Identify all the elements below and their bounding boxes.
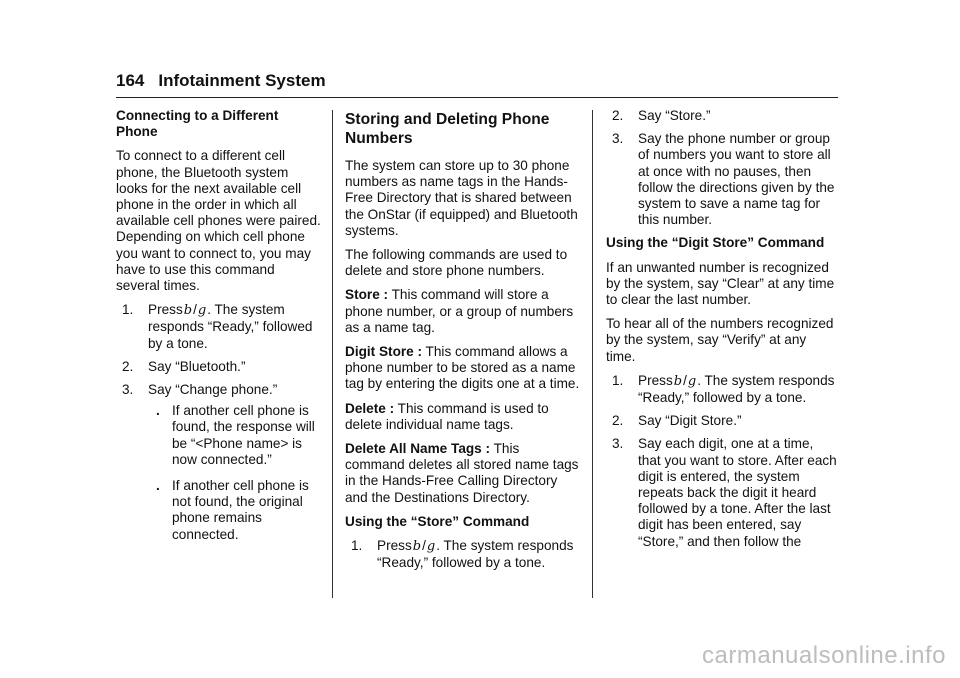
bullet-text: If another cell phone is found, the response will be “<Phone name> is now connected.” [172,403,315,467]
page-number: 164 [116,71,145,90]
list-item [345,538,580,571]
step-number: 1. [122,302,134,318]
step-number: 3. [612,436,624,452]
list-item [116,382,321,543]
section-title: Storing and Deleting Phone Numbers [345,111,550,147]
paragraph-verify: To hear all of the numbers recognized by the system, say “Verify” at any time. [606,316,834,364]
step-number: 2. [612,413,624,429]
step-text: . The system responds “Ready,” followed by a tone. [377,538,574,571]
step-text: Say “Store.” [638,108,711,123]
header-rule [116,97,838,98]
bullet-list [148,403,321,543]
list-item: . If another cell phone is not found, the original phone remains connected. [156,478,309,542]
step-text: . The system responds “Ready,” followed by a tone. [638,372,835,406]
talk-icon: b [412,539,422,555]
phone-icon: g [197,303,207,319]
step-number: 2. [612,108,624,123]
page-title: Infotainment System [158,71,326,90]
subheading-different-phone: Connecting to a Different Phone [116,108,279,140]
list-item [606,373,838,406]
icon-separator: / [422,538,426,554]
term-desc: This command will store a phone number, or a group of numbers as a name tag. [345,287,574,335]
column-divider-2 [592,110,593,598]
icon-separator: / [193,302,197,318]
step-text: Press [377,538,412,554]
step-text: . The system responds “Ready,” followed by a tone. [148,302,313,351]
steps-list [116,302,321,543]
paragraph-clear: If an unwanted number is recognized by the system, say “Clear” at any time to clear the last number. [606,259,835,308]
phone-icon: g [687,373,697,389]
step-text: Say “Digit Store.” [638,413,742,429]
column-2 [345,108,580,578]
icon-separator: / [683,372,687,388]
intro-paragraph: The system can store up to 30 phone numbers as name tags in the Hands-Free Directory that is shared between the OnStar (if equipped) and Bluetooth systems. [345,158,578,238]
talk-icon: b [673,373,683,389]
term-store [345,287,580,336]
list-item [606,436,838,549]
step-text: Say “Change phone.” [148,382,278,398]
step-number: 1. [612,372,624,388]
step-text: Press [638,372,673,388]
term-digit-store [345,344,580,393]
list-item [606,108,838,124]
step-number: 3. [612,131,624,147]
step-text: Say each digit, one at a time, that you want to store. After each digit is entered, the system repeats back the digit it heard followed by a tone. After the last digit has been entered, say “Store,” and then follow the [638,436,837,549]
steps-list [606,373,838,550]
phone-icon: g [426,539,436,555]
step-number: 1. [351,538,363,554]
list-item [116,359,321,375]
column-divider-1 [332,110,333,598]
term-label: Digit Store : [345,344,423,360]
page-header [116,70,838,92]
step-text: Say the phone number or group of numbers you want to store all at once with no pauses, then follow the directions given by the system to save a name tag for this number. [638,131,835,228]
watermark: carmanualsonline.info [702,642,946,669]
term-desc: This command deletes all stored name tags in the Hands-Free Calling Directory and the Destinations Directory. [345,441,579,505]
column-1 [116,108,321,553]
term-label: Delete All Name Tags : [345,441,491,457]
subheading-store-command: Using the “Store” Command [345,513,530,529]
step-number: 3. [122,382,134,398]
intro-paragraph: The following commands are used to delete and store phone numbers. [345,247,568,279]
list-item [606,131,838,228]
steps-list [345,538,580,571]
step-text: Say “Bluetooth.” [148,358,246,374]
list-item [606,413,838,429]
step-number: 2. [122,358,134,374]
talk-icon: b [183,303,193,319]
column-3 [606,108,838,557]
term-label: Store : [345,287,389,303]
term-desc: This command allows a phone number to be stored as a name tag by entering the digits one at a time. [345,344,580,392]
intro-paragraph: To connect to a different cell phone, the Bluetooth system looks for the next available cell phone in the order in which all available cell phones were paired. Depending on which cell phone you want to connect to, you may have to use this command several times. [116,148,321,294]
list-item: . If another cell phone is found, the response will be “<Phone name> is now connected.” [156,403,315,467]
bullet-text: If another cell phone is not found, the original phone remains connected. [172,478,309,542]
subheading-digit-store-command: Using the “Digit Store” Command [606,235,825,251]
term-delete [345,401,580,433]
term-desc: This command is used to delete individual name tags. [345,400,549,432]
term-delete-all [345,441,580,506]
steps-list [606,108,838,228]
step-text: Press [148,302,183,318]
term-label: Delete : [345,400,395,416]
list-item [116,302,321,352]
